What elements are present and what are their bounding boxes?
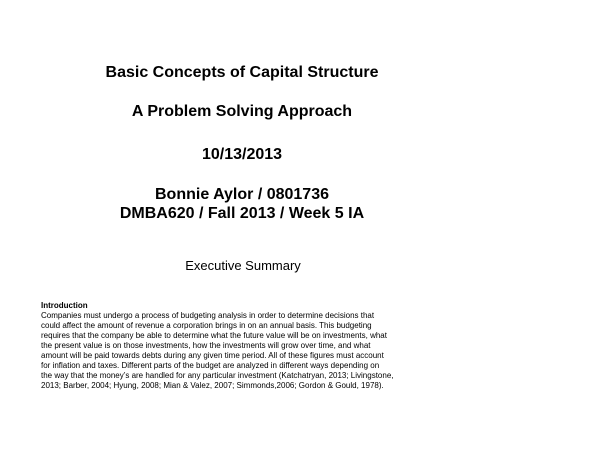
course-line: DMBA620 / Fall 2013 / Week 5 IA — [119, 205, 365, 222]
paragraph-line: 2013; Barber, 2004; Hyung, 2008; Mian & Valez, 2007; Simmonds,2006; Gordon & Gould, 1978). — [41, 381, 384, 390]
document-date: 10/13/2013 — [201, 146, 283, 163]
document-title: Basic Concepts of Capital Structure — [105, 64, 379, 81]
paragraph-line: requires that the company be able to determine what the future value will be on investments, what — [41, 331, 387, 340]
paragraph-line: the present value is on those investments, how the investments will grow over time, and what — [41, 341, 371, 350]
paragraph-line: could affect the amount of revenue a corporation brings in on an annual basis. This budgeting — [41, 321, 372, 330]
document-subtitle: A Problem Solving Approach — [131, 103, 353, 120]
author-line: Bonnie Aylor / 0801736 — [155, 186, 329, 203]
paragraph-line: the way that the money’s are handled for any particular investment (Katchatryan, 2013; Livingstone, — [41, 371, 394, 380]
paragraph-line: amount will be paid towards debts during any given time period. All of these figures must account — [41, 351, 384, 360]
paragraph-line: Companies must undergo a process of budgeting analysis in order to determine decisions that — [41, 311, 375, 320]
introduction-heading: Introduction — [41, 301, 88, 310]
paragraph-line: for inflation and taxes. Different parts of the budget are analyzed in different ways depending on — [41, 361, 380, 370]
introduction-paragraph — [41, 311, 461, 391]
executive-summary-heading: Executive Summary — [185, 258, 301, 273]
